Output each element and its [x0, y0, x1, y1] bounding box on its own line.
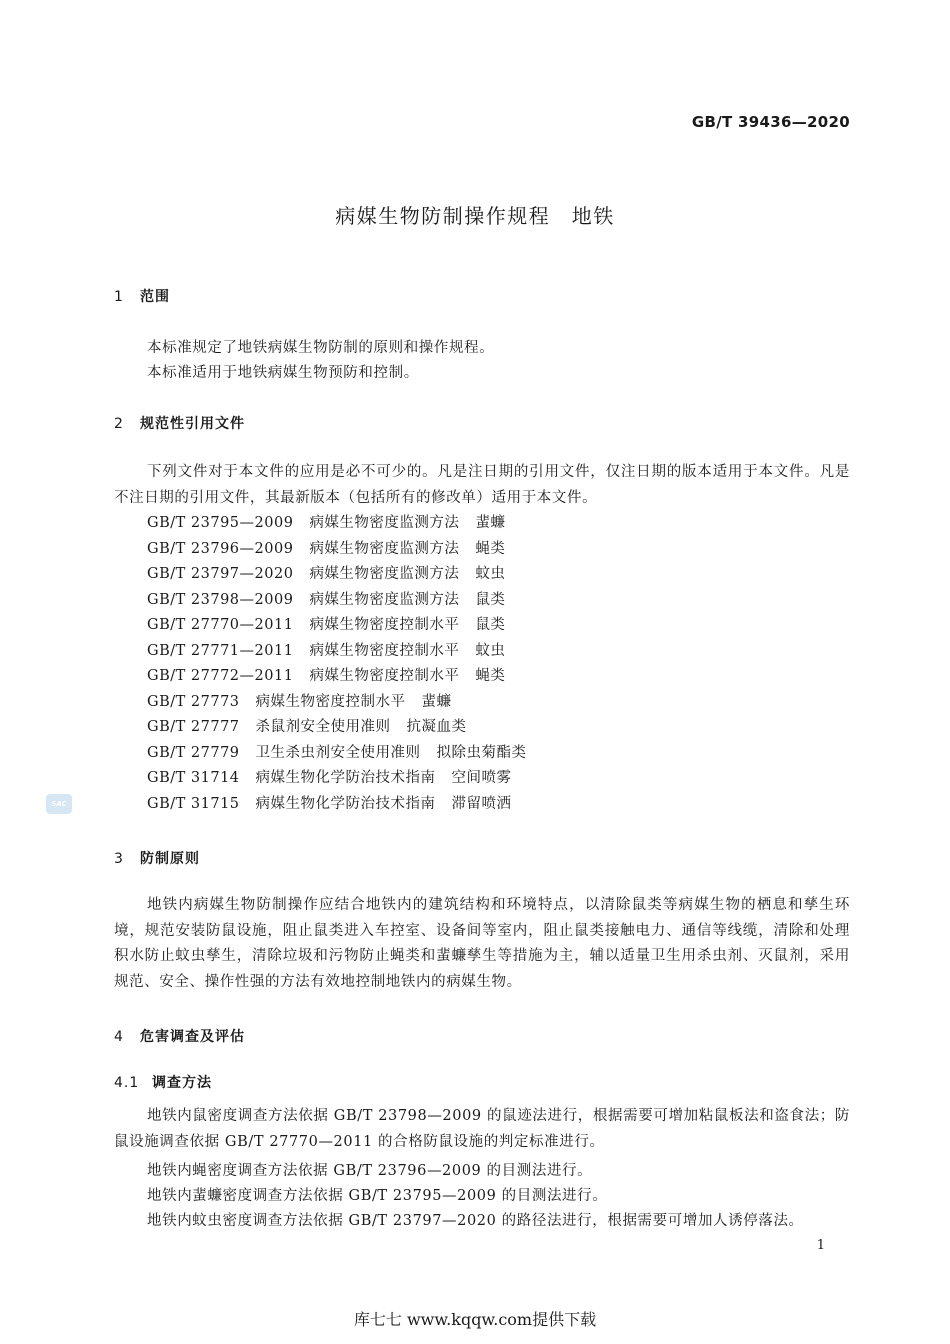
reference-item — [147, 741, 527, 767]
download-footer: 库七七 www.kqqw.com提供下载 — [353, 1310, 597, 1329]
reference-title: 病媒生物密度控制水平 — [309, 642, 460, 659]
reference-item — [147, 537, 527, 563]
reference-title: 病媒生物密度监测方法 — [309, 591, 460, 608]
reference-item — [147, 664, 527, 690]
reference-title: 病媒生物密度监测方法 — [309, 540, 460, 557]
reference-title: 病媒生物密度控制水平 — [309, 617, 460, 633]
document-title: 病媒生物防制操作规程 地铁 — [335, 204, 615, 228]
paragraph-line: 地铁内蜚蠊密度调查方法依据 GB/T 23795—2009 的目测法进行。 — [147, 1188, 608, 1204]
reference-item — [147, 562, 527, 588]
reference-code: GB/T 31714 — [147, 770, 240, 786]
paragraph-line: 本标准规定了地铁病媒生物防制的原则和操作规程。 — [147, 340, 495, 356]
section-1-heading — [114, 286, 170, 306]
sac-watermark-logo: SAC — [46, 794, 72, 814]
reference-code: GB/T 27777 — [147, 719, 240, 735]
survey-method-paragraph: 地铁内鼠密度调查方法依据 GB/T 23798—2009 的鼠迹法进行，根据需要可增加粘鼠板法和盗食法；防鼠设施调查依据 GB/T 27770—2011 的合格防鼠设施的判定标准进行。 — [114, 1108, 850, 1150]
reference-code: GB/T 23797—2020 — [147, 566, 294, 582]
section-number: 1 — [114, 289, 124, 305]
reference-item — [147, 639, 527, 665]
section-3-heading — [114, 848, 200, 868]
reference-code: GB/T 27771—2011 — [147, 642, 294, 659]
reference-item — [147, 690, 527, 716]
reference-subject: 蜚蠊 — [475, 515, 506, 531]
reference-title: 病媒生物密度监测方法 — [309, 515, 460, 531]
reference-list — [147, 511, 527, 817]
paragraph-line: 本标准适用于地铁病媒生物预防和控制。 — [147, 365, 419, 381]
reference-subject: 鼠类 — [475, 617, 506, 633]
reference-item — [147, 511, 527, 537]
page-number: 1 — [816, 1238, 825, 1253]
paragraph-line: 地铁内蝇密度调查方法依据 GB/T 23796—2009 的目测法进行。 — [147, 1163, 593, 1179]
reference-subject: 鼠类 — [475, 591, 506, 608]
reference-subject: 空间喷雾 — [451, 770, 512, 786]
section-title: 范围 — [140, 289, 170, 305]
reference-subject: 蚊虫 — [475, 566, 506, 582]
reference-item — [147, 588, 527, 614]
reference-code: GB/T 27773 — [147, 693, 240, 710]
reference-code: GB/T 27772—2011 — [147, 668, 294, 684]
paragraph-line: 地铁内蚊虫密度调查方法依据 GB/T 23797—2020 的路径法进行，根据需要可增加人诱停落法。 — [147, 1213, 804, 1229]
reference-subject: 蚊虫 — [475, 642, 506, 659]
reference-title: 杀鼠剂安全使用准则 — [255, 719, 391, 735]
section-number: 4 — [114, 1029, 124, 1045]
reference-subject: 抗凝血类 — [406, 719, 467, 735]
section-4-heading — [114, 1026, 245, 1046]
reference-subject: 蝇类 — [475, 668, 506, 684]
reference-item — [147, 792, 527, 818]
reference-code: GB/T 27779 — [147, 744, 240, 761]
section-title: 防制原则 — [140, 851, 200, 867]
reference-code: GB/T 23796—2009 — [147, 540, 294, 557]
section-number: 3 — [114, 851, 124, 867]
reference-subject: 滞留喷洒 — [451, 795, 512, 812]
reference-item — [147, 766, 527, 792]
reference-subject: 蜚蠊 — [421, 693, 452, 710]
reference-title: 病媒生物密度控制水平 — [309, 668, 460, 684]
section-2-heading — [114, 413, 245, 433]
reference-title: 卫生杀虫剂安全使用准则 — [255, 744, 421, 761]
reference-subject: 拟除虫菊酯类 — [436, 744, 527, 761]
section-number: 2 — [114, 416, 124, 432]
section-title: 规范性引用文件 — [140, 416, 245, 432]
reference-title: 病媒生物化学防治技术指南 — [255, 795, 436, 812]
reference-code: GB/T 23795—2009 — [147, 515, 294, 531]
reference-item — [147, 613, 527, 639]
reference-title: 病媒生物密度控制水平 — [255, 693, 406, 710]
subsection-title: 调查方法 — [152, 1075, 212, 1091]
subsection-4-1-heading — [114, 1072, 212, 1092]
reference-title: 病媒生物密度监测方法 — [309, 566, 460, 582]
principles-paragraph: 地铁内病媒生物防制操作应结合地铁内的建筑结构和环境特点，以清除鼠类等病媒生物的栖息和孳生环境，规范安装防鼠设施，阻止鼠类进入车控室、设备间等室内，阻止鼠类接触电力、通信等线缆，清除和处理积水防止蚊虫孳生，清除垃圾和污物防止蝇类和蜚蠊孳生等措施为主，辅以适量卫生用杀虫剂、灭鼠剂，采用规范、安全、操作性强的方法有效地控制地铁内的病媒生物。 — [114, 897, 850, 990]
references-intro: 下列文件对于本文件的应用是必不可少的。凡是注日期的引用文件，仅注日期的版本适用于本文件。凡是不注日期的引用文件，其最新版本（包括所有的修改单）适用于本文件。 — [114, 464, 850, 506]
subsection-number: 4.1 — [114, 1075, 140, 1091]
reference-code: GB/T 23798—2009 — [147, 591, 294, 608]
reference-item — [147, 715, 527, 741]
reference-code: GB/T 27770—2011 — [147, 617, 294, 633]
reference-subject: 蝇类 — [475, 540, 506, 557]
reference-code: GB/T 31715 — [147, 795, 240, 812]
reference-title: 病媒生物化学防治技术指南 — [255, 770, 436, 786]
section-title: 危害调查及评估 — [140, 1029, 245, 1045]
standard-code: GB/T 39436—2020 — [691, 113, 850, 131]
